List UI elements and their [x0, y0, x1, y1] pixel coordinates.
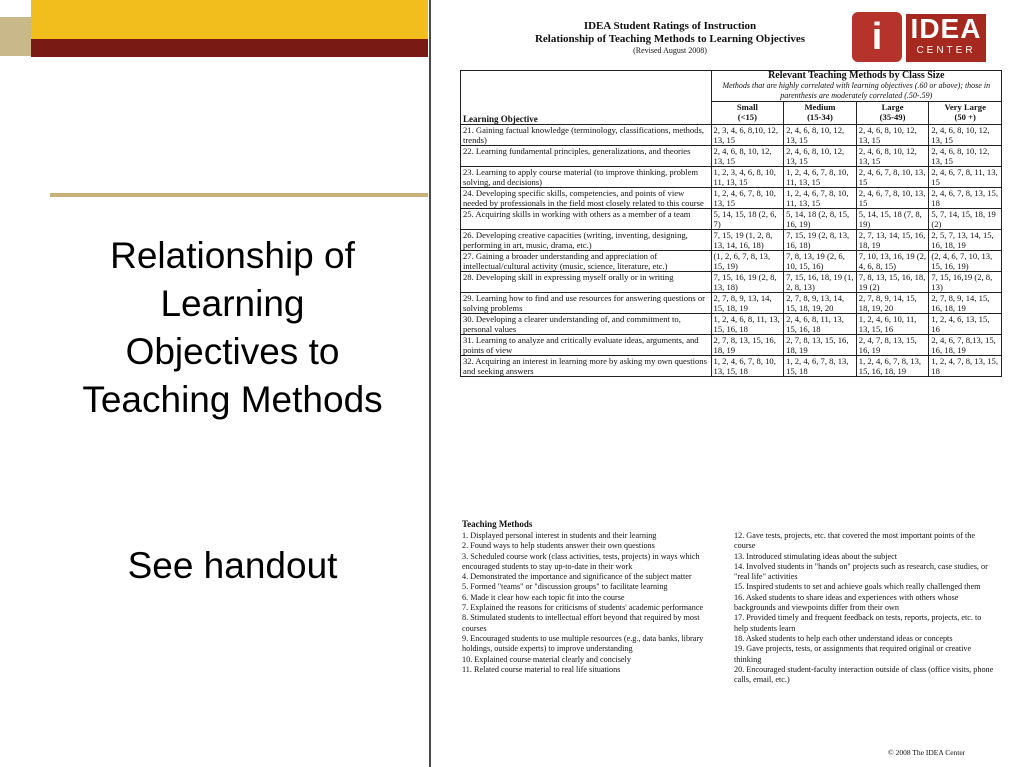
handout-note: See handout [127, 545, 338, 586]
table-row [461, 293, 1002, 314]
objective-cell: 22. Learning fundamental principles, generalizations, and theories [461, 146, 712, 167]
objective-cell: 28. Developing skill in expressing myself orally or in writing [461, 272, 712, 293]
method-cell: 7, 8, 13, 15, 16, 18, 19 (2) [856, 272, 929, 293]
column-range: (35-49) [879, 112, 906, 122]
table-row [461, 167, 1002, 188]
method-cell: (2, 4, 6, 7, 10, 13, 15, 16, 19) [929, 251, 1002, 272]
top-maroon-band [31, 39, 428, 57]
column-range: (50 +) [954, 112, 976, 122]
column-size: Small [736, 102, 758, 112]
table-row [461, 314, 1002, 335]
method-cell: 2, 4, 6, 8, 10, 12, 13, 15 [711, 146, 784, 167]
handout-document [440, 0, 1020, 767]
objective-header [461, 71, 712, 125]
method-cell: 7, 15, 19 (1, 2, 8, 13, 14, 16, 18) [711, 230, 784, 251]
method-cell: 7, 8, 13, 19 (2, 6, 10, 15, 16) [784, 251, 857, 272]
method-cell: 5, 14, 15, 18 (7, 8, 19) [856, 209, 929, 230]
legend-item: 16. Asked students to share ideas and experiences with others whose backgrounds and viewpoints differ from their own [734, 592, 959, 613]
method-cell: 5, 14, 18 (2, 8, 15, 16, 19) [784, 209, 857, 230]
legend-item: 13. Introduced stimulating ideas about the subject [734, 551, 898, 561]
method-cell: 2, 4, 6, 8, 10, 12, 13, 15 [856, 146, 929, 167]
method-cell: 1, 2, 4, 7, 8, 13, 15, 18 [929, 356, 1002, 377]
method-cell: 7, 10, 13, 16, 19 (2, 4, 6, 8, 15) [856, 251, 929, 272]
method-cell: 1, 2, 4, 6, 7, 8, 10, 11, 13, 15 [784, 188, 857, 209]
table-row [461, 146, 1002, 167]
logo-word: IDEA [910, 13, 982, 44]
method-cell: 2, 4, 6, 8, 10, 12, 13, 15 [856, 125, 929, 146]
method-cell: 1, 2, 3, 4, 6, 8, 10, 11, 13, 15 [711, 167, 784, 188]
table-row [461, 125, 1002, 146]
method-cell: 2, 4, 6, 7, 8, 11, 13, 15 [929, 167, 1002, 188]
legend-item: 19. Gave projects, tests, or assignments that required original or creative thinking [734, 644, 972, 664]
method-cell: 2, 4, 6, 8, 11, 13, 15, 16, 18 [784, 314, 857, 335]
slide-title-line: Learning [160, 283, 305, 324]
methods-table [460, 70, 1002, 377]
objective-cell: 30. Developing a clearer understanding of, and commitment to, personal values [461, 314, 712, 335]
vertical-divider [429, 0, 431, 767]
objective-cell: 32. Acquiring an interest in learning more by asking my own questions and seeking answers [461, 356, 712, 377]
column-header [784, 102, 857, 125]
method-cell: 5, 7, 14, 15, 18, 19 (2) [929, 209, 1002, 230]
gold-divider-line [50, 193, 428, 197]
objective-cell: 26. Developing creative capacities (writing, inventing, designing, performing in art, music, drama, etc.) [461, 230, 712, 251]
legend-item: 1. Displayed personal interest in students and their learning [462, 531, 657, 540]
table-row [461, 272, 1002, 293]
objective-cell: 21. Gaining factual knowledge (terminology, classifications, methods, trends) [461, 125, 712, 146]
method-cell: (1, 2, 6, 7, 8, 13, 15, 19) [711, 251, 784, 272]
method-cell: 1, 2, 4, 6, 7, 8, 10, 11, 13, 15 [784, 167, 857, 188]
logo-sub: CENTER [916, 45, 976, 56]
method-cell: 1, 2, 4, 6, 7, 8, 10, 13, 15, 18 [711, 356, 784, 377]
slide-title-line: Relationship of [110, 235, 355, 276]
column-size: Large [881, 102, 904, 112]
slide-title [40, 232, 425, 424]
method-cell: 2, 4, 6, 7, 8, 10, 13, 15 [856, 167, 929, 188]
method-cell: 2, 7, 8, 9, 14, 15, 18, 19, 20 [856, 293, 929, 314]
method-cell: 2, 7, 8, 9, 14, 15, 16, 18, 19 [929, 293, 1002, 314]
slide-title-line: Teaching Methods [82, 379, 383, 420]
idea-logo-wordmark [906, 14, 986, 62]
legend-item: 17. Provided timely and frequent feedback on tests, reports, projects, etc. to help students learn [734, 613, 982, 633]
column-range: (15-34) [807, 112, 833, 122]
column-header [929, 102, 1002, 125]
method-cell: 1, 2, 4, 6, 7, 8, 10, 13, 15 [711, 188, 784, 209]
column-header [856, 102, 929, 125]
objective-cell: 29. Learning how to find and use resources for answering questions or solving problems [461, 293, 712, 314]
method-cell: 2, 7, 8, 13, 15, 16, 18, 19 [711, 335, 784, 356]
legend-item: 12. Gave tests, projects, etc. that covered the most important points of the course [734, 531, 976, 551]
column-header [711, 102, 784, 125]
method-cell: 2, 3, 4, 6, 8,10, 12, 13, 15 [711, 125, 784, 146]
legend-title: Teaching Methods [462, 519, 533, 529]
table-row [461, 251, 1002, 272]
table-row [461, 188, 1002, 209]
document-revision: (Revised August 2008) [633, 46, 707, 55]
method-cell: 1, 2, 4, 6, 7, 8, 13, 15, 16, 18, 19 [856, 356, 929, 377]
method-cell: 1, 2, 4, 6, 10, 11, 13, 15, 16 [856, 314, 929, 335]
copyright-notice: © 2008 The IDEA Center [888, 748, 966, 757]
legend-item: 3. Scheduled course work (class activities, tests, projects) in ways which encouraged students to stay up-to-date in their work [462, 551, 700, 571]
method-cell: 1, 2, 4, 6, 7, 8, 13, 15, 18 [784, 356, 857, 377]
method-cell: 2, 7, 8, 9, 13, 14, 15, 18, 19, 20 [784, 293, 857, 314]
table-row [461, 209, 1002, 230]
objective-cell: 23. Learning to apply course material (to improve thinking, problem solving, and decisions) [461, 167, 712, 188]
method-cell: 2, 4, 6, 8, 10, 12, 13, 15 [929, 146, 1002, 167]
method-cell: 2, 4, 6, 7, 8, 13, 15, 18 [929, 188, 1002, 209]
method-cell: 7, 15, 19 (2, 8, 13, 16, 18) [784, 230, 857, 251]
method-cell: 2, 4, 6, 8, 10, 12, 13, 15 [929, 125, 1002, 146]
method-cell: 2, 4, 6, 7, 8, 10, 13, 15 [856, 188, 929, 209]
legend-item: 4. Demonstrated the importance and significance of the subject matter [462, 572, 692, 582]
legend-column-left [462, 531, 724, 675]
legend-item: 6. Made it clear how each topic fit into the course [462, 592, 625, 602]
document-subtitle: Relationship of Teaching Methods to Learning Objectives [534, 33, 806, 45]
method-cell: 2, 4, 6, 8, 10, 12, 13, 15 [784, 146, 857, 167]
legend-item: 9. Encouraged students to use multiple resources (e.g., data banks, library holdings, outside experts) to improve understanding [462, 633, 704, 654]
top-gold-band [31, 0, 428, 39]
legend-item: 20. Encouraged student-faculty interaction outside of class (office visits, phone calls, email, etc.) [734, 664, 994, 685]
method-cell: 7, 15, 16, 18, 19 (1, 2, 8, 13) [784, 272, 857, 293]
legend-item: 18. Asked students to help each other understand ideas or concepts [734, 633, 953, 643]
legend-item: 11. Related course material to real life situations [462, 664, 621, 674]
objective-header-label: Learning Objective [463, 114, 538, 124]
objective-cell: 27. Gaining a broader understanding and appreciation of intellectual/cultural activity (music, science, literature, etc.) [461, 251, 712, 272]
legend-item: 5. Formed "teams" or "discussion groups" to facilitate learning [462, 582, 668, 592]
legend-item: 10. Explained course material clearly and concisely [462, 654, 631, 664]
document-title: IDEA Student Ratings of Instruction [583, 20, 757, 32]
method-cell: 2, 7, 13, 14, 15, 16, 18, 19 [856, 230, 929, 251]
method-cell: 7, 15, 16, 19 (2, 8, 13, 18) [711, 272, 784, 293]
table-row [461, 356, 1002, 377]
method-cell: 1, 2, 4, 6, 8, 11, 13, 15, 16, 18 [711, 314, 784, 335]
objective-cell: 25. Acquiring skills in working with others as a member of a team [461, 209, 712, 230]
legend-item: 2. Found ways to help students answer their own questions [462, 541, 655, 551]
method-cell: 2, 4, 7, 8, 13, 15, 16, 19 [856, 335, 929, 356]
legend-column-right [734, 531, 994, 685]
column-size: Very Large [944, 102, 986, 112]
legend-item: 8. Stimulated students to intellectual effort beyond that required by most courses [462, 613, 700, 633]
idea-logo-icon: i [852, 12, 902, 62]
slide-title-line: Objectives to [125, 331, 340, 372]
method-cell: 1, 2, 4, 6, 13, 15, 16 [929, 314, 1002, 335]
group-header [711, 71, 1001, 102]
method-cell: 2, 4, 6, 8, 10, 12, 13, 15 [784, 125, 857, 146]
idea-center-logo [852, 12, 988, 66]
method-cell: 2, 7, 8, 13, 15, 16, 18, 19 [784, 335, 857, 356]
objective-cell: 24. Developing specific skills, competencies, and points of view needed by professionals in the field most closely related to this course [461, 188, 712, 209]
table-row [461, 230, 1002, 251]
teaching-methods-legend [462, 519, 1002, 685]
legend-item: 7. Explained the reasons for criticisms of students' academic performance [462, 603, 704, 613]
column-range: (<15) [737, 112, 757, 122]
document-header [470, 20, 870, 56]
methods-table-body [461, 125, 1002, 377]
method-cell: 2, 7, 8, 9, 13, 14, 15, 18, 19 [711, 293, 784, 314]
method-cell: 2, 4, 6, 7, 8,13, 15, 16, 18, 19 [929, 335, 1002, 356]
method-cell: 2, 5, 7, 13, 14, 15, 16, 18, 19 [929, 230, 1002, 251]
method-cell: 5, 14, 15, 18 (2, 6, 7) [711, 209, 784, 230]
table-row [461, 335, 1002, 356]
group-header-title: Relevant Teaching Methods by Class Size [768, 70, 945, 81]
legend-item: 14. Involved students in "hands on" projects such as research, case studies, or "real life" activities [734, 561, 988, 582]
method-cell: 7, 15, 16,19 (2, 8, 13) [929, 272, 1002, 293]
legend-item: 15. Inspired students to set and achieve goals which really challenged them [734, 582, 981, 592]
group-header-note: Methods that are highly correlated with learning objectives (.60 or above); those in parenthesis are moderately correlated (.50-.59) [722, 81, 991, 100]
column-size: Medium [804, 102, 836, 112]
objective-cell: 31. Learning to analyze and critically evaluate ideas, arguments, and points of view [461, 335, 712, 356]
